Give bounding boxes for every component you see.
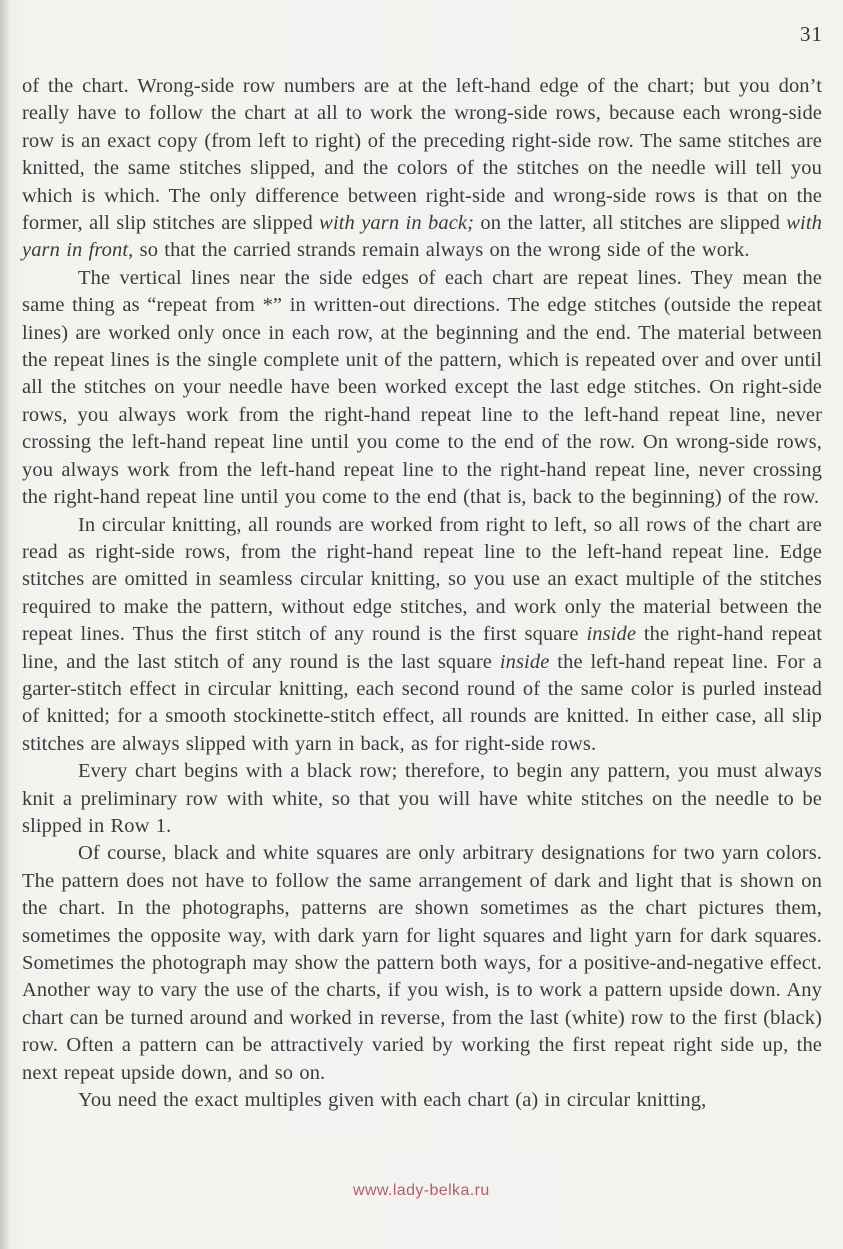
page-text xyxy=(22,73,822,1114)
text-run: The vertical lines near the side edges of each chart are repeat lines. They mean the same thing as “repeat from *” in written-out directions. The edge stitches (outside the repeat lines) are worked only once in each row, at the beginning and the end. The material between the repeat lines is the single complete unit of the pattern, which is repeated over and over until all the stitches on your needle have been worked except the last edge stitches. On right-side rows, you always work from the right-hand repeat line to the left-hand repeat line, never crossing the left-hand repeat line until you come to the end of the row. On wrong-side rows, you always work from the left-hand repeat line to the right-hand repeat line, never crossing the right-hand repeat line until you come to the end (that is, back to the beginning) of the row. xyxy=(22,266,822,509)
watermark: www.lady-belka.ru xyxy=(353,1182,490,1199)
italic-text-run: with yarn in back; xyxy=(319,212,475,235)
text-run: so that the carried strands remain always on the wrong side of the work. xyxy=(133,239,750,262)
italic-text-run: inside xyxy=(499,650,550,673)
text-run: In circular knitting, all rounds are worked from right to left, so all rows of the chart are read as right-side rows, from the right-hand repeat line to the left-hand repeat line. Edge stitches are omitted in seamless circular knitting, so you use an exact multiple of the stitches required to make the pattern, without edge stitches, and work only the material between the repeat lines. Thus the first stitch of any round is the first square xyxy=(22,513,822,646)
text-run: on the latter, all stitches are slipped xyxy=(474,212,787,235)
italic-text-run: inside xyxy=(586,623,637,646)
page-number: 31 xyxy=(800,22,823,46)
text-run: the right-hand repeat line, and the last stitch of any round is the last square xyxy=(22,623,822,673)
text-run: the left-hand repeat line. For a garter-stitch effect in circular knitting, each second round of the same color is purled instead of knitted; for a smooth stockinette-stitch effect, all rounds are knitted. In either case, all slip stitches are always slipped with yarn in back, as for right-side rows. xyxy=(22,650,822,755)
text-run: Of course, black and white squares are only arbitrary designations for two yarn colors. The pattern does not have to follow the same arrangement of dark and light that is shown on the chart. In the photographs, patterns are shown sometimes as the chart pictures them, sometimes the opposite way, with dark yarn for light squares and light yarn for dark squares. Sometimes the photograph may show the pattern both ways, for a positive-and-negative effect. Another way to vary the use of the charts, if you wish, is to work a pattern upside down. Any chart can be turned around and worked in reverse, from the last (white) row to the first (black) row. Often a pattern can be attractively varied by working the first repeat right side up, the next repeat upside down, and so on. xyxy=(22,842,822,1084)
paragraph xyxy=(22,758,822,840)
text-run: Every chart begins with a black row; therefore, to begin any pattern, you must always knit a preliminary row with white, so that you will have white stitches on the needle to be slipped in Row 1. xyxy=(22,760,822,837)
paragraph xyxy=(22,512,822,759)
italic-text-run: with yarn in front, xyxy=(22,212,822,262)
paragraph xyxy=(22,73,822,265)
text-run: of the chart. Wrong-side row numbers are at the left-hand edge of the chart; but you don’t really have to follow the chart at all to work the wrong-side rows, because each wrong-side row is an exact copy (from left to right) of the preceding right-side row. The same stitches are knitted, the same stitches slipped, and the colors of the stitches on the needle will tell you which is which. The only difference between right-side and wrong-side rows is that on the former, all slip stitches are slipped xyxy=(22,75,822,235)
paragraph xyxy=(22,265,822,512)
text-run: You need the exact multiples given with each chart (a) in circular knitting, xyxy=(78,1089,707,1112)
page-left-edge-shadow xyxy=(0,0,10,1249)
paragraph xyxy=(22,840,822,1087)
paragraph xyxy=(22,1087,822,1114)
